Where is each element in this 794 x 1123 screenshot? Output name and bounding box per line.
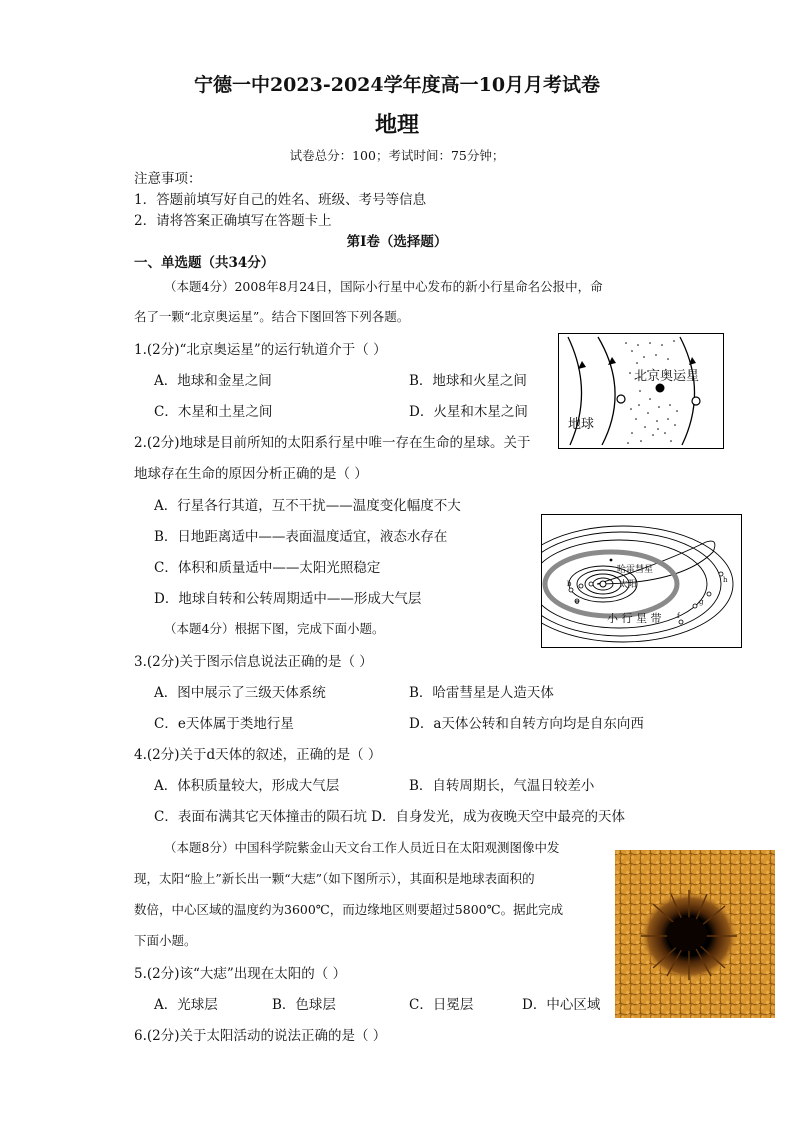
asteroid-label: 北京奥运星 [634, 369, 700, 384]
sunspot-svg [615, 850, 775, 1018]
q3-option-b: B．哈雷彗星是人造天体 [409, 685, 554, 701]
group-intro: 下面小题。 [134, 933, 197, 948]
exam-meta: 试卷总分：100；考试时间：75分钟； [289, 148, 505, 163]
planet-letter: e [575, 598, 580, 606]
orbit-diagram [558, 333, 724, 449]
question-3-stem: 3.(2分)关于图示信息说法正确的是（ ） [134, 654, 373, 670]
notes-item: 2．请将答案正确填写在答题卡上 [134, 213, 332, 229]
q5-option-d: D．中心区域 [522, 997, 601, 1013]
planet-letter: h [723, 576, 728, 584]
group-intro: （本题4分）2008年8月24日，国际小行星中心发布的新小行星命名公报中，命 [164, 279, 603, 294]
subject-title: 地理 [374, 112, 419, 138]
q3-option-a: A．图中展示了三级天体系统 [154, 685, 326, 701]
q5-option-b: B．色球层 [272, 997, 336, 1013]
q4-option-cd: C．表面布满其它天体撞击的陨石坑 D．自身发光，成为夜晚天空中最亮的天体 [154, 809, 625, 825]
question-4-stem: 4.(2分)关于d天体的叙述，正确的是（ ） [134, 747, 382, 763]
q1-option-b: B．地球和火星之间 [409, 373, 527, 389]
notes-heading: 注意事项： [134, 171, 202, 187]
exam-title: 宁德一中2023-2024学年度高一10月月考试卷 [193, 74, 601, 96]
q4-option-b: B．自转周期长，气温日较差小 [409, 778, 595, 794]
q2-option-c: C．体积和质量适中——太阳光照稳定 [154, 560, 381, 576]
section-title: 一、单选题（共34分） [134, 255, 275, 271]
group-intro: 名了一颗“北京奥运星”。结合下图回答下列各题。 [134, 309, 410, 324]
group-intro: （本题4分）根据下图，完成下面小题。 [164, 621, 385, 636]
q1-option-a: A．地球和金星之间 [154, 373, 272, 389]
q2-option-d: D．地球自转和公转周期适中——形成大气层 [154, 591, 422, 607]
part-title: 第I卷（选择题） [346, 234, 448, 250]
group-intro: 数倍，中心区域的温度约为3600℃，而边缘地区则要超过5800℃。据此完成 [134, 902, 564, 917]
q2-option-a: A．行星各行其道，互不干扰——温度变化幅度不大 [154, 498, 461, 514]
sunspot-photo [615, 850, 775, 1018]
q4-option-a: A．体积质量较大，形成大气层 [154, 778, 340, 794]
q5-option-a: A．光球层 [154, 997, 218, 1013]
notes-item: 1．答题前填写好自己的姓名、班级、考号等信息 [134, 192, 427, 208]
question-5-stem: 5.(2分)该“大痣”出现在太阳的（ ） [134, 966, 347, 982]
group-intro: （本题8分）中国科学院紫金山天文台工作人员近日在太阳观测图像中发 [164, 840, 560, 855]
q5-option-c: C．日冕层 [409, 997, 474, 1013]
sun-label: 太阳 [619, 580, 638, 590]
q3-option-d: D．a天体公转和自转方向均是自东向西 [409, 716, 644, 732]
earth-label: 地球 [568, 417, 595, 432]
planet-letter: b [567, 580, 572, 588]
q3-option-c: C．e天体属于类地行星 [154, 716, 294, 732]
q1-option-c: C．木星和土星之间 [154, 404, 273, 420]
q1-option-d: D．火星和木星之间 [409, 404, 528, 420]
solar-system-diagram [541, 514, 742, 648]
group-intro: 现，太阳“脸上”新长出一颗“大痣”（如下图所示），其面积是地球表面积的 [134, 871, 535, 886]
question-1-stem: 1.(2分)“北京奥运星”的运行轨道介于（ ） [134, 342, 387, 358]
question-2-stem: 2.(2分)地球是目前所知的太阳系行星中唯一存在生命的星球。关于 [134, 435, 531, 451]
question-2-stem: 地球存在生命的原因分析正确的是（ ） [134, 466, 368, 482]
planet-letter: f [677, 612, 680, 620]
comet-label: 哈雷彗星 [617, 565, 654, 575]
q2-option-b: B．日地距离适中——表面温度适宜，液态水存在 [154, 529, 448, 545]
asteroid-belt-label: 小 行 星 带 [607, 612, 662, 625]
question-6-stem: 6.(2分)关于太阳活动的说法正确的是（ ） [134, 1028, 387, 1044]
planet-letter: g [699, 598, 704, 606]
